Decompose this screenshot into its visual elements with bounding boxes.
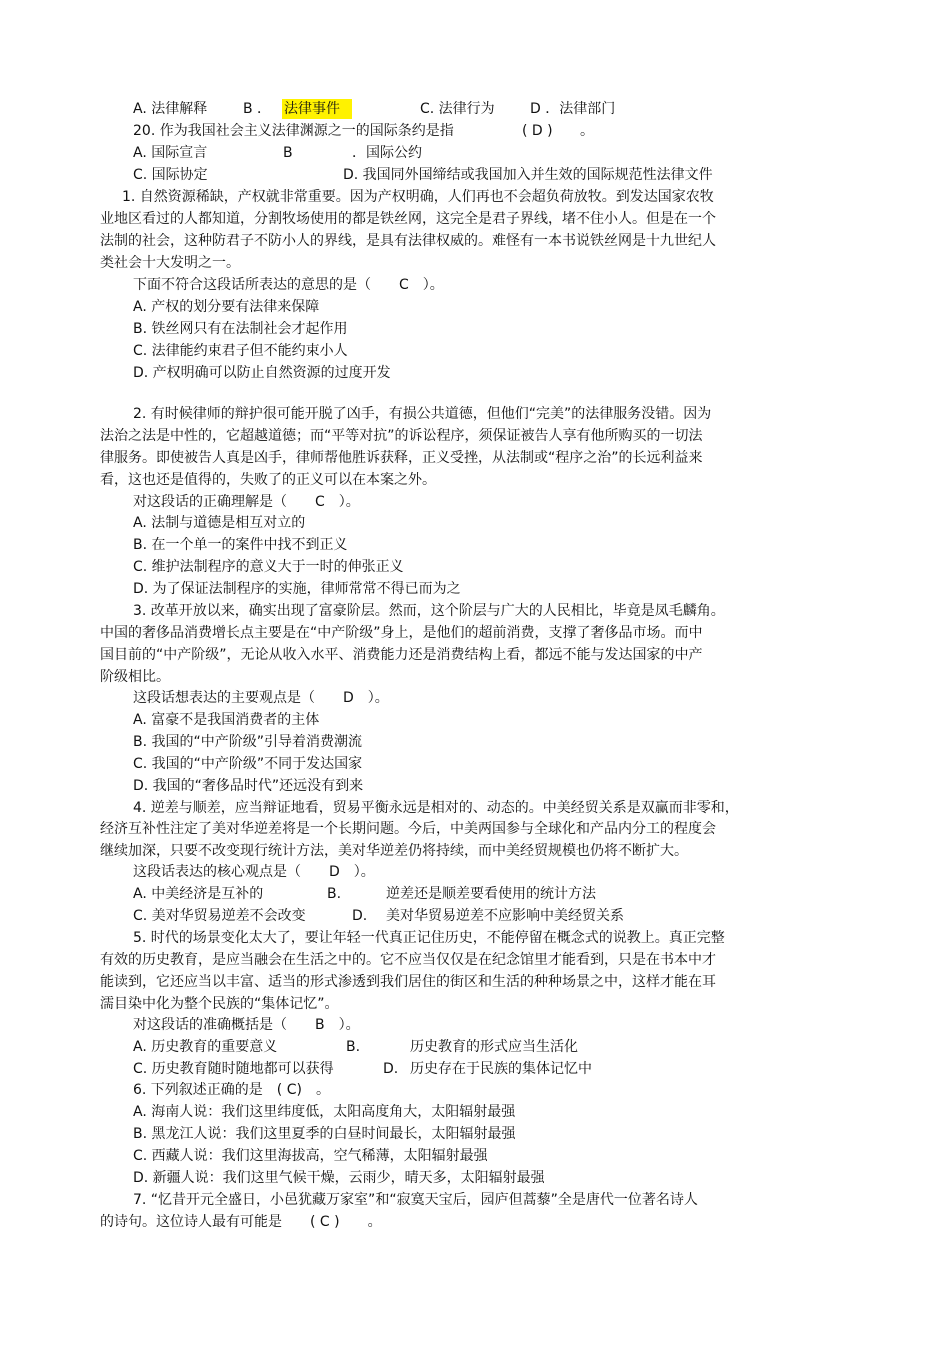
q3-option-c: C. 我国的“中产阶级”不同于发达国家 <box>133 756 363 772</box>
q5-option-c: C. 历史教育随时随地都可以获得 <box>133 1061 334 1077</box>
option-b-letter: B ． <box>243 101 272 117</box>
q2-option-b: B. 在一个单一的案件中找不到正义 <box>133 537 348 553</box>
q1-para-line: 业地区看过的人都知道，分割牧场使用的都是铁丝网，这完全是君子界线，堵不住小人。但是在一个 <box>100 211 716 227</box>
q6-option-c: C. 西藏人说：我们这里海拔高，空气稀薄，太阳辐射最强 <box>133 1148 488 1164</box>
option-b-highlighted: 法律事件 <box>282 99 352 119</box>
q2-option-a: A. 法制与道德是相互对立的 <box>133 515 306 531</box>
q4-para-line: 经济互补性注定了美对华逆差将是一个长期问题。今后，中美两国参与全球化和产品内分工的程度会 <box>100 821 716 837</box>
q6-stem: 6. 下列叙述正确的是 ( C) 。 <box>133 1082 330 1098</box>
q20-option-d: D. 我国同外国缔结或我国加入并生效的国际规范性法律文件 <box>343 167 713 183</box>
q1-para-line: 法制的社会，这种防君子不防小人的界线，是具有法律权威的。难怪有一本书说铁丝网是十九世纪人 <box>100 233 716 249</box>
q1-option-c: C. 法律能约束君子但不能约束小人 <box>133 343 348 359</box>
q2-para-line: 法治之法是中性的，它超越道德；而“平等对抗”的诉讼程序，须保证被告人享有他所购买的一切法 <box>100 428 703 444</box>
q4-option-d-letter: D. <box>352 908 368 924</box>
q1-para-line: 1. 自然资源稀缺，产权就非常重要。因为产权明确，人们再也不会超负荷放牧。到发达国家农牧 <box>122 189 714 205</box>
q4-para-line: 4. 逆差与顺差，应当辩证地看，贸易平衡永远是相对的、动态的。中美经贸关系是双赢而非零和， <box>133 800 739 816</box>
q4-option-b: 逆差还是顺差要看使用的统计方法 <box>386 886 596 902</box>
q3-option-d: D. 我国的“奢侈品时代”还远没有到来 <box>133 778 364 794</box>
q3-para-line: 3. 改革开放以来，确实出现了富豪阶层。然而，这个阶层与广大的人民相比，毕竟是凤毛麟角。 <box>133 603 725 619</box>
q1-para-line: 类社会十大发明之一。 <box>100 255 240 271</box>
q5-para-line: 濡目染中化为整个民族的“集体记忆”。 <box>100 996 339 1012</box>
q4-option-b-letter: B. <box>327 886 342 902</box>
q4-option-c: C. 美对华贸易逆差不会改变 <box>133 908 306 924</box>
q4-para-line: 继续加深，只要不改变现行统计方法，美对华逆差仍将持续，而中美经贸规模也仍将不断扩大。 <box>100 843 688 859</box>
q5-para-line: 有效的历史教育，是应当融会在生活之中的。它不应当仅仅是在纪念馆里才能看到，只是在书本中才 <box>100 952 716 968</box>
q5-option-b: 历史教育的形式应当生活化 <box>410 1039 578 1055</box>
q1-option-a: A. 产权的划分要有法律来保障 <box>133 299 320 315</box>
q2-para-line: 律服务。即使被告人真是凶手，律师帮他胜诉获释，正义受挫，从法制或“程序之治”的长远利益来 <box>100 450 703 466</box>
q2-para-line: 2. 有时候律师的辩护很可能开脱了凶手，有损公共道德，但他们“完美”的法律服务没错。因为 <box>133 406 712 422</box>
q5-para-line: 能读到，它还应当以丰富、适当的形式渗透到我们居住的街区和生活的种种场景之中，这样才能在耳 <box>100 974 716 990</box>
q3-para-line: 中国的奢侈品消费增长点主要是在“中产阶级”身上，是他们的超前消费，支撑了奢侈品市场。而中 <box>100 625 703 641</box>
q6-option-a: A. 海南人说：我们这里纬度低，太阳高度角大，太阳辐射最强 <box>133 1104 516 1120</box>
q5-option-a: A. 历史教育的重要意义 <box>133 1039 278 1055</box>
q3-question: 这段话想表达的主要观点是（ D ）。 <box>133 690 389 706</box>
q2-para-line: 看，这也还是值得的，失败了的正义可以在本案之外。 <box>100 472 436 488</box>
q5-question: 对这段话的准确概括是（ B ）。 <box>133 1017 360 1033</box>
q1-option-d: D. 产权明确可以防止自然资源的过度开发 <box>133 365 391 381</box>
option-c: C. 法律行为 <box>420 101 495 117</box>
q6-option-b: B. 黑龙江人说：我们这里夏季的白昼时间最长，太阳辐射最强 <box>133 1126 516 1142</box>
q20-option-b: ．国际公约 <box>352 145 422 161</box>
q1-question: 下面不符合这段话所表达的意思的是（ C ）。 <box>133 277 444 293</box>
q20-option-b-letter: B <box>283 145 293 161</box>
q7-line: 的诗句。这位诗人最有可能是 ( C ) 。 <box>100 1214 382 1230</box>
q20-end: 。 <box>580 123 594 139</box>
q5-option-b-letter: B. <box>346 1039 361 1055</box>
q5-para-line: 5. 时代的场景变化太大了，要让年轻一代真正记住历史，不能停留在概念式的说教上。真正完整 <box>133 930 725 946</box>
q4-option-a: A. 中美经济是互补的 <box>133 886 264 902</box>
q2-option-d: D. 为了保证法制程序的实施，律师常常不得已而为之 <box>133 581 461 597</box>
q4-question: 这段话表达的核心观点是（ D ）。 <box>133 864 375 880</box>
option-d: D ．法律部门 <box>530 101 616 117</box>
option-a: A. 法律解释 <box>133 101 208 117</box>
q5-option-d-letter: D. <box>383 1061 399 1077</box>
q3-para-line: 阶级相比。 <box>100 669 170 685</box>
q1-option-b: B. 铁丝网只有在法制社会才起作用 <box>133 321 348 337</box>
q6-option-d: D. 新疆人说：我们这里气候干燥，云雨少，晴天多，太阳辐射最强 <box>133 1170 545 1186</box>
q7-line: 7. “忆昔开元全盛日，小邑犹藏万家室”和“寂寞天宝后，园庐但蒿藜”全是唐代一位著名诗人 <box>133 1192 698 1208</box>
q20-answer: ( D ) <box>522 123 553 139</box>
q4-option-d: 美对华贸易逆差不应影响中美经贸关系 <box>386 908 624 924</box>
q2-question: 对这段话的正确理解是（ C ）。 <box>133 494 360 510</box>
q20-stem: 20. 作为我国社会主义法律渊源之一的国际条约是指 <box>133 123 454 139</box>
q20-option-a: A. 国际宣言 <box>133 145 208 161</box>
q3-para-line: 国目前的“中产阶级”，无论从收入水平、消费能力还是消费结构上看，都远不能与发达国家的中产 <box>100 647 703 663</box>
q3-option-a: A. 富豪不是我国消费者的主体 <box>133 712 320 728</box>
q3-option-b: B. 我国的“中产阶级”引导着消费潮流 <box>133 734 363 750</box>
q20-option-c: C. 国际协定 <box>133 167 208 183</box>
q5-option-d: 历史存在于民族的集体记忆中 <box>410 1061 592 1077</box>
q2-option-c: C. 维护法制程序的意义大于一时的伸张正义 <box>133 559 404 575</box>
